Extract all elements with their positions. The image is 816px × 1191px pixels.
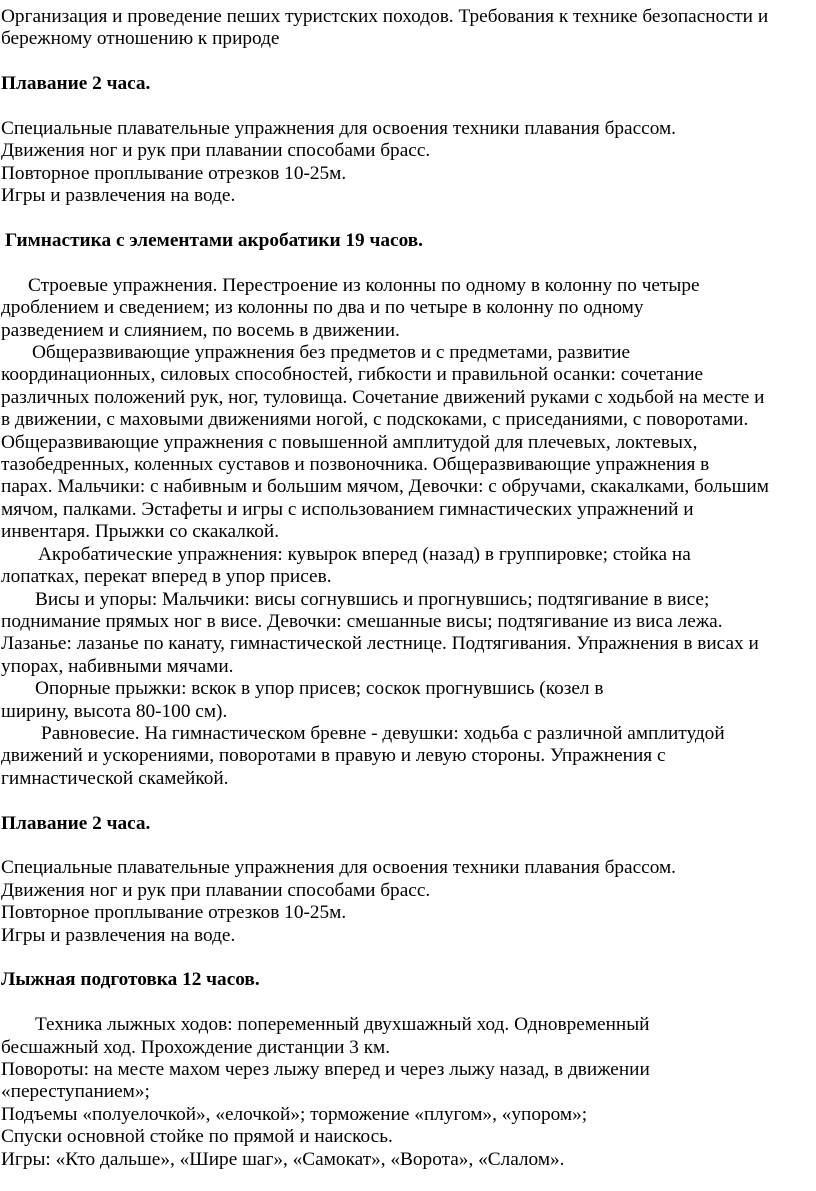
gym-hangs-line: Висы и упоры: Мальчики: висы согнувшись и прогнувшись; подтягивание в висе; (35, 588, 710, 610)
gym-drill-line: Строевые упражнения. Перестроение из колонны по одному в колонну по четыре (28, 274, 700, 296)
swim-line: Игры и развлечения на воде. (1, 924, 236, 946)
gym-general-line: парах. Мальчики: с набивным и большим мячом, Девочки: с обручами, скакалками, большим (1, 476, 769, 498)
gym-balance-line: Равновесие. На гимнастическом бревне - девушки: ходьба с различной амплитудой (41, 722, 725, 744)
section-heading-swimming-2: Плавание 2 часа. (1, 812, 151, 834)
gym-balance-line: гимнастической скамейкой. (1, 767, 229, 789)
ski-line: Повороты: на месте махом через лыжу вперед и через лыжу назад, в движении (1, 1058, 650, 1080)
gym-vault-line: Опорные прыжки: вскок в упор присев; соскок прогнувшись (козел в (35, 678, 604, 700)
gym-vault-line: ширину, высота 80-100 см). (1, 700, 228, 722)
gym-general-line: различных положений рук, ног, туловища. Сочетание движений руками с ходьбой на месте и (1, 386, 765, 408)
gym-acro-line: Акробатические упражнения: кувырок вперед (назад) в группировке; стойка на (38, 543, 691, 565)
swim-line: Движения ног и рук при плавании способами брасс. (1, 140, 431, 162)
intro-line: Организация и проведение пеших туристских походов. Требования к технике безопасности и (1, 6, 769, 27)
gym-hangs-line: Лазанье: лазанье по канату, гимнастической лестнице. Подтягивания. Упражнения в висах и (1, 633, 759, 655)
ski-line: Спуски основной стойке по прямой и наискось. (1, 1126, 393, 1148)
swim-line: Повторное проплывание отрезков 10-25м. (1, 162, 347, 184)
swim-line: Игры и развлечения на воде. (1, 185, 236, 207)
gym-general-line: инвентаря. Прыжки со скакалкой. (1, 521, 280, 543)
gym-drill-line: дроблением и сведением; из колонны по два и по четыре в колонну по одному (1, 297, 644, 319)
gym-general-line: Общеразвивающие упражнения без предметов и с предметами, развитие (32, 342, 631, 364)
ski-technique-line: бесшажный ход. Прохождение дистанции 3 км. (1, 1036, 391, 1058)
swim-line: Движения ног и рук при плавании способами брасс. (1, 879, 431, 901)
gym-general-line: координационных, силовых способностей, гибкости и правильной осанки: сочетание (1, 364, 704, 386)
ski-line: «переступанием»; (1, 1081, 150, 1103)
gym-general-line: тазобедренных, коленных суставов и позвоночника. Общеразвивающие упражнения в (1, 454, 710, 476)
swim-line: Специальные плавательные упражнения для освоения техники плавания брассом. (1, 857, 677, 879)
swim-line: Повторное проплывание отрезков 10-25м. (1, 902, 347, 924)
section-heading-swimming: Плавание 2 часа. (1, 73, 151, 95)
gym-general-line: в движении, с маховыми движениями ногой, с подскоками, с приседаниями, с поворотами. (1, 409, 749, 431)
swim-line: Специальные плавательные упражнения для освоения техники плавания брассом. (1, 118, 677, 139)
gym-acro-line: лопатках, перекат вперед в упор присев. (1, 566, 332, 588)
gym-general-line: мячом, палками. Эстафеты и игры с использованием гимнастических упражнений и (1, 498, 694, 520)
ski-technique-line: Техника лыжных ходов: попеременный двухшажный ход. Одновременный (35, 1014, 650, 1036)
section-heading-gymnastics: Гимнастика с элементами акробатики 19 часов. (5, 230, 423, 252)
gym-hangs-line: упорах, набивными мячами. (1, 655, 234, 677)
gym-balance-line: движений и ускорениями, поворотами в правую и левую стороны. Упражнения с (1, 745, 666, 767)
gym-general-line: Общеразвивающие упражнения с повышенной амплитудой для плечевых, локтевых, (1, 431, 698, 453)
ski-line: Игры: «Кто дальше», «Шире шаг», «Самокат», «Ворота», «Слалом». (1, 1148, 565, 1170)
ski-line: Подъемы «полуелочкой», «елочкой»; торможение «плугом», «упором»; (1, 1103, 588, 1125)
gym-hangs-line: поднимание прямых ног в висе. Девочки: смешанные висы; подтягивание из виса лежа. (1, 610, 723, 632)
section-heading-skiing: Лыжная подготовка 12 часов. (1, 969, 260, 991)
gym-drill-line: разведением и слиянием, по восемь в движении. (1, 319, 400, 341)
intro-line: бережному отношению к природе (1, 28, 280, 50)
